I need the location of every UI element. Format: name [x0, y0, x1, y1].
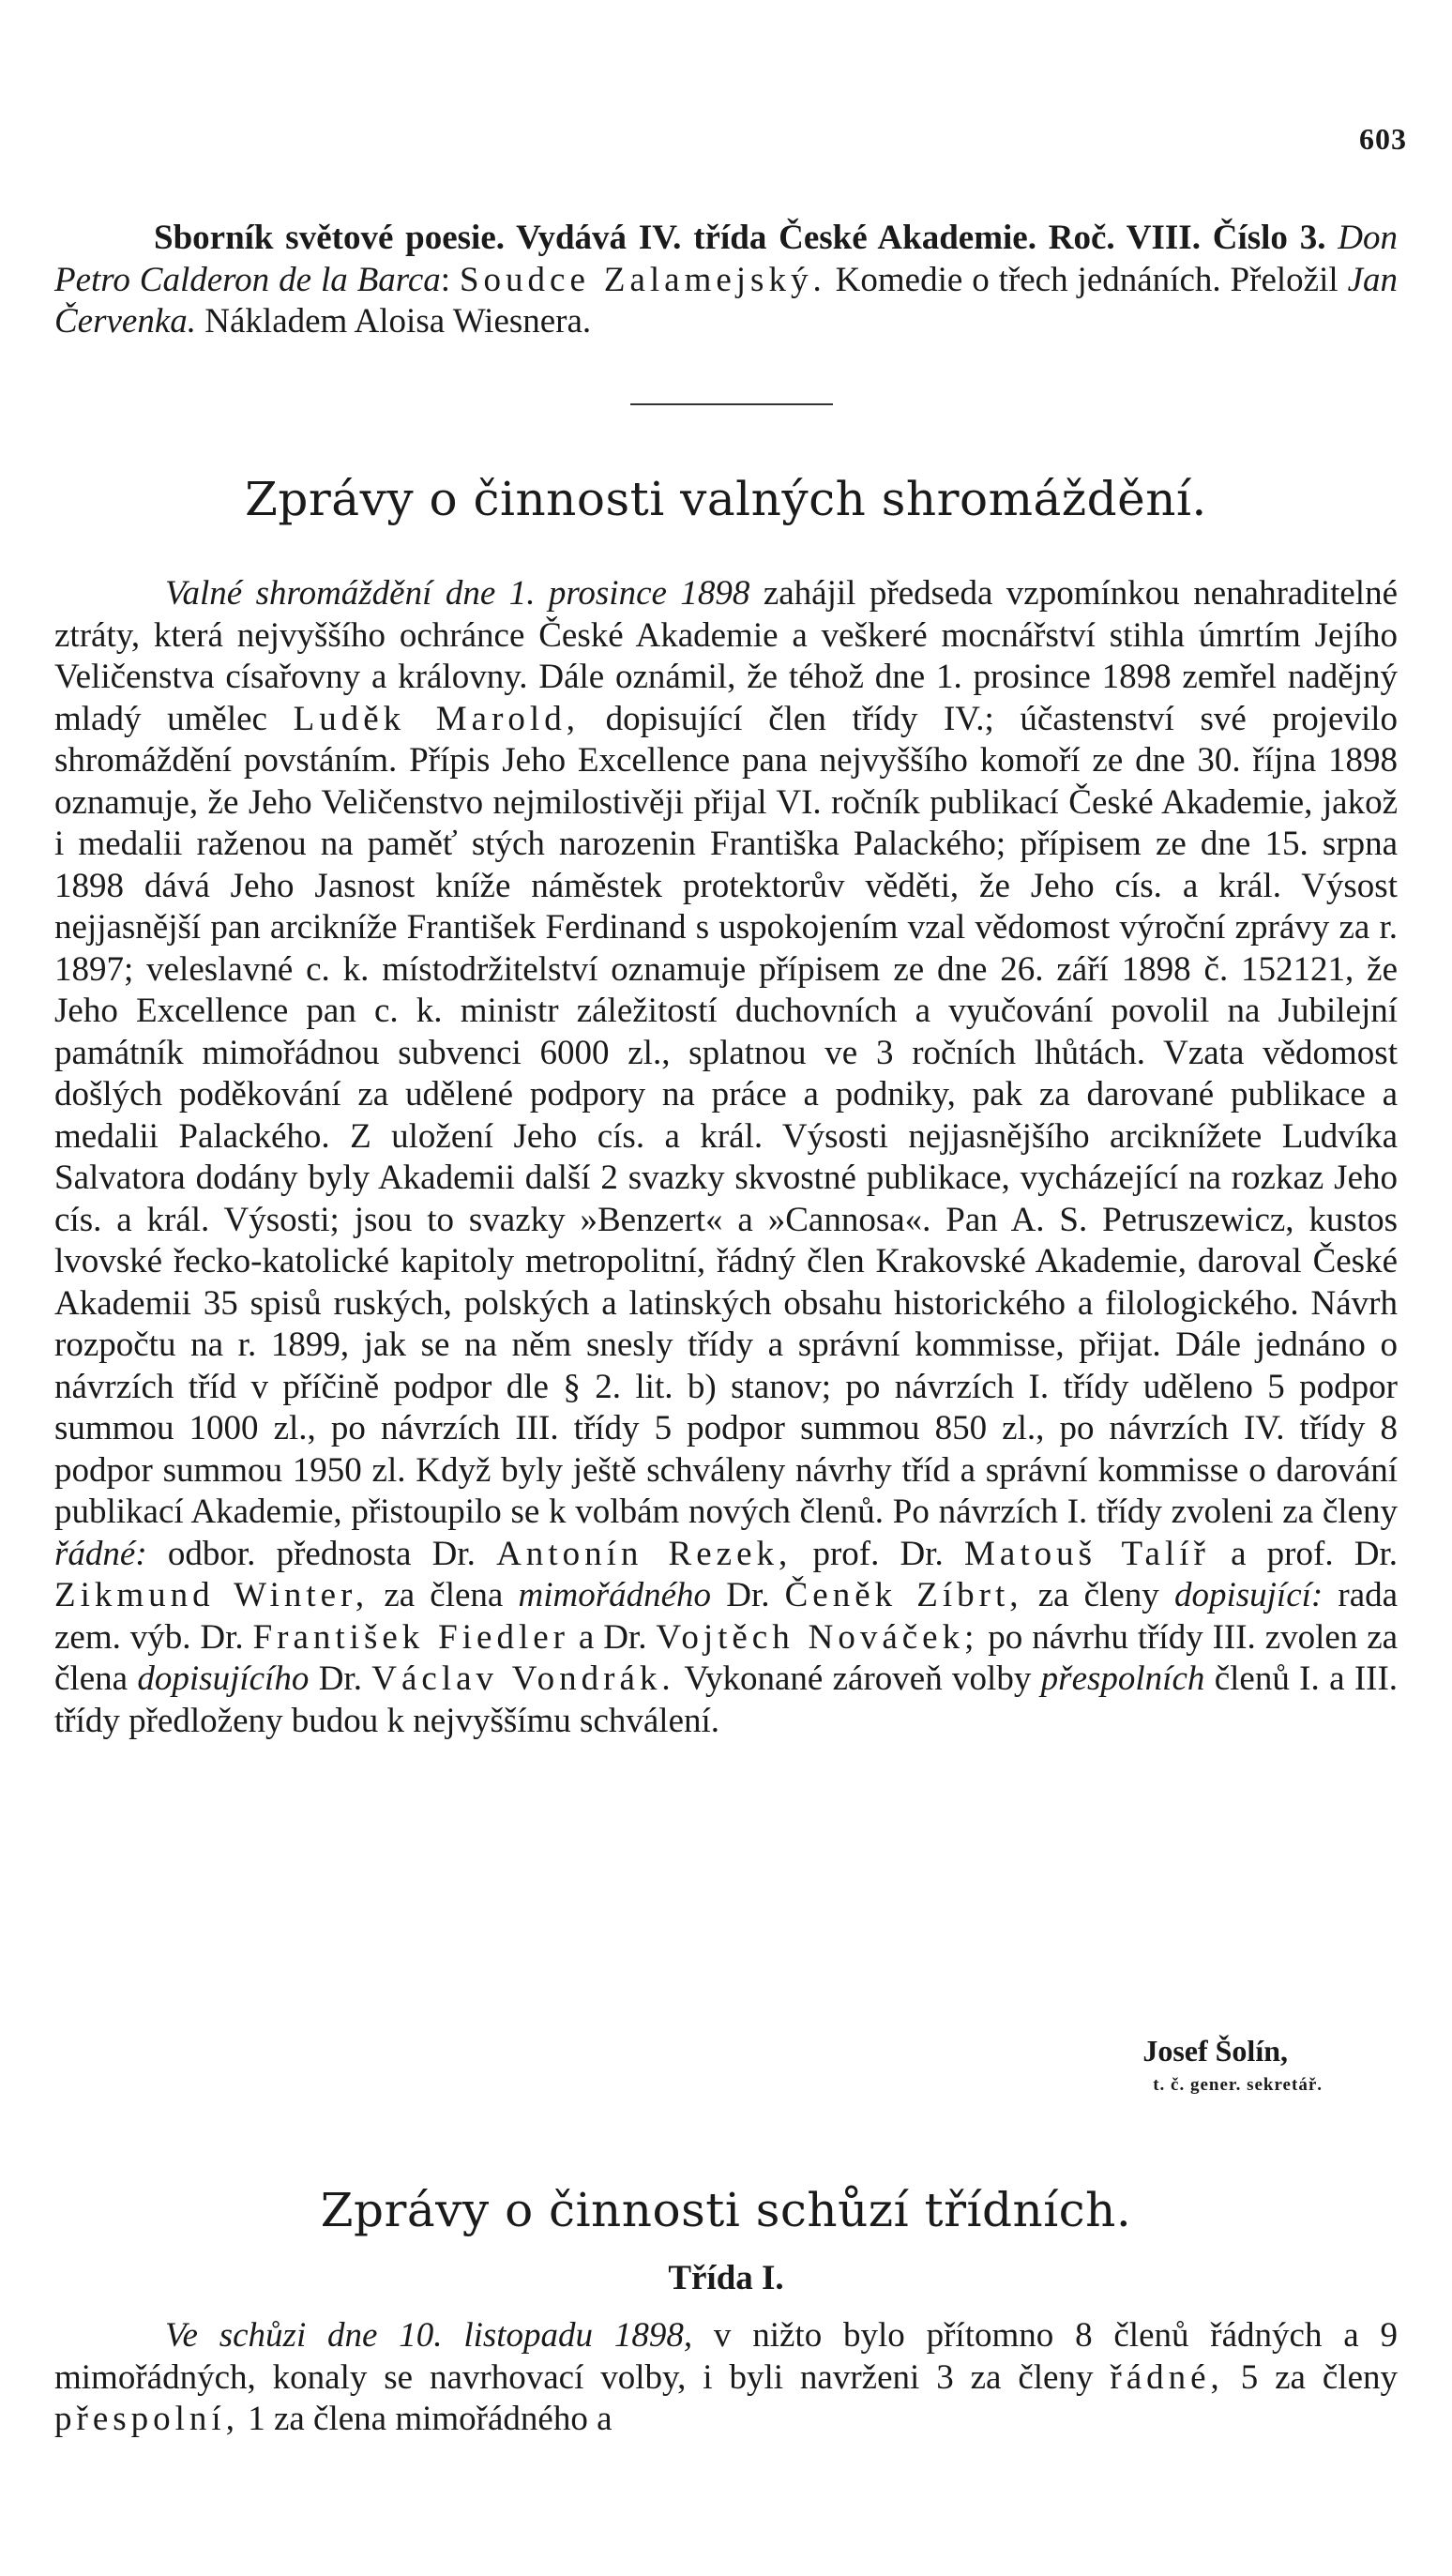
entry-colon: : — [440, 260, 451, 299]
report-text: 1 za člena mimořádného a — [248, 2400, 613, 2438]
person-name: Vojtěch Nováček; — [656, 1617, 979, 1657]
entry-author: Don Petro Calderon de la Barca — [54, 219, 1398, 299]
report-text: členů I. a III. třídy předloženy budou k nejvyššímu schválení. — [54, 1659, 1399, 1740]
section-divider — [630, 403, 833, 405]
member-category: řádné: — [54, 1534, 147, 1573]
member-category: dopisujícího — [137, 1659, 310, 1698]
member-category: dopisující: — [1173, 1576, 1323, 1614]
page-number: 603 — [1359, 122, 1407, 156]
report-text: za člena — [384, 1576, 504, 1614]
member-category: přespolních — [1040, 1659, 1205, 1698]
report-text: 5 za členy — [1240, 2357, 1398, 2397]
person-name: František Fiedler — [252, 1617, 569, 1657]
member-category: mimořádného — [518, 1576, 712, 1614]
signature-name: Josef Šolín, — [1142, 2034, 1288, 2068]
report-text: za členy — [1037, 1576, 1159, 1614]
report-text: rada zem. výb. Dr. — [54, 1576, 1399, 1657]
report-text: odbor. přednosta Dr. — [167, 1534, 476, 1573]
general-meeting-report — [54, 573, 1398, 1742]
report-lead: Valné shromáždění dne 1. prosince 1898 — [165, 574, 750, 613]
report-text: prof. Dr. — [812, 1534, 944, 1573]
report-text: Dr. — [318, 1659, 362, 1698]
class-meeting-report — [54, 2315, 1398, 2441]
entry-title: Soudce Zalamejský. — [459, 260, 826, 299]
class-subheading: Třída I. — [668, 2259, 784, 2297]
report-text: Vykonané zároveň volby — [684, 1659, 1032, 1698]
person-name: Antonín Rezek, — [496, 1534, 793, 1573]
person-name: Luděk Marold, — [293, 699, 580, 738]
entry-description: Komedie o třech jednáních. Přeložil — [835, 260, 1339, 299]
member-category: přespolní, — [54, 2400, 239, 2438]
report-text: a prof. Dr. — [1231, 1534, 1399, 1573]
entry-series: Sborník světové poesie. Vydává IV. třída České Akademie. Roč. VIII. Číslo 3. — [154, 219, 1326, 257]
person-name: Zikmund Winter, — [54, 1576, 370, 1614]
report-text: po návrhu třídy III. zvolen za člena — [54, 1617, 1399, 1698]
report-text: a Dr. — [578, 1617, 647, 1657]
section-heading-general-meetings: Zprávy o činnosti valných shromáždění. — [245, 472, 1207, 526]
person-name: Matouš Talíř — [964, 1534, 1210, 1573]
entry-translator: Jan Červenka. — [54, 260, 1399, 341]
bibliography-entry — [54, 218, 1398, 343]
report-text: Dr. — [726, 1576, 770, 1614]
section-heading-class-meetings: Zprávy o činnosti schůzí třídních. — [320, 2183, 1132, 2237]
member-category: řádné, — [1110, 2357, 1224, 2397]
report-text: v nižto bylo přítomno 8 členů řádných a 9 mimořádných, konaly se navrhovací volby, i byli navrženi 3 za členy — [54, 2316, 1398, 2397]
person-name: Čeněk Zíbrt, — [784, 1576, 1023, 1614]
person-name: Václav Vondrák. — [371, 1659, 675, 1698]
report-lead: Ve schůzi dne 10. listopadu 1898, — [165, 2316, 693, 2355]
report-text: dopisující člen třídy IV.; účastenství své projevilo shromáždění povstáním. Přípis Jeho Excellence pana nejvyššího komoří ze dne 30. října 1898 oznamuje, že Jeho Veličenstvo nejmilostivěji přijal VI. ročník publikací České Akademie, jakož i medalii raženou na paměť stých narozenin Františka Palackého; přípisem ze dne 15. srpna 1898 dává Jeho Jasnost kníže náměstek protektorův věděti, že Jeho cís. a král. Výsost nejjasnější pan arcikníže František Ferdinand s uspokojením vzal vědomost výroční zprávy za r. 1897; veleslavné c. k. místodržitelství oznamuje přípisem ze dne 26. září 1898 č. 152121, že Jeho Excellence pan c. k. ministr záležitostí duchovních a vyučování povolil na Jubilejní památník mimořádnou subvenci 6000 zl., splatnou ve 3 ročních lhůtách. Vzata vědomost došlých poděkování za udělené podpory na práce a podniky, pak za darované publikace a medalii Palackého. Z uložení Jeho cís. a král. Výsosti nejjasnějšího arciknížete Ludvíka Salvatora dodány byly Akademii další 2 svazky skvostné publikace, vycházející na rozkaz Jeho cís. a král. Výsosti; jsou to svazky »Benzert« a »Cannosa«. Pan A. S. Petruszewicz, kustos lvovské řecko-katolické kapitoly metropolitní, řádný člen Krakovské Akademie, daroval České Akademii 35 spisů ruských, polských a latinských obsahu historického a filologického. Návrh rozpočtu na r. 1899, jak se na něm snesly třídy a správní kommisse, přijat. Dále jednáno o návrzích tříd v příčině podpor dle § 2. lit. b) stanov; po návrzích I. třídy uděleno 5 podpor summou 1000 zl., po návrzích III. třídy 5 podpor summou 850 zl., po návrzích IV. třídy 8 podpor summou 1950 zl. Když byly ještě schváleny návrhy tříd a správní kommisse o darování publikací Akademie, přistoupilo se k volbám nových členů. Po návrzích I. třídy zvoleni za členy — [54, 699, 1399, 1531]
report-text: zahájil předseda vzpomínkou nenahraditelné ztráty, která nejvyššího ochránce České Akademie a veškeré mocnářství stihla úmrtím Jejího Veličenstva císařovny a královny. Dále oznámil, že téhož dne 1. prosince 1898 zemřel nadějný mladý umělec — [54, 574, 1398, 738]
entry-publisher: Nákladem Aloisa Wiesnera. — [204, 302, 592, 341]
signature-title: t. č. gener. sekretář. — [1153, 2075, 1323, 2095]
